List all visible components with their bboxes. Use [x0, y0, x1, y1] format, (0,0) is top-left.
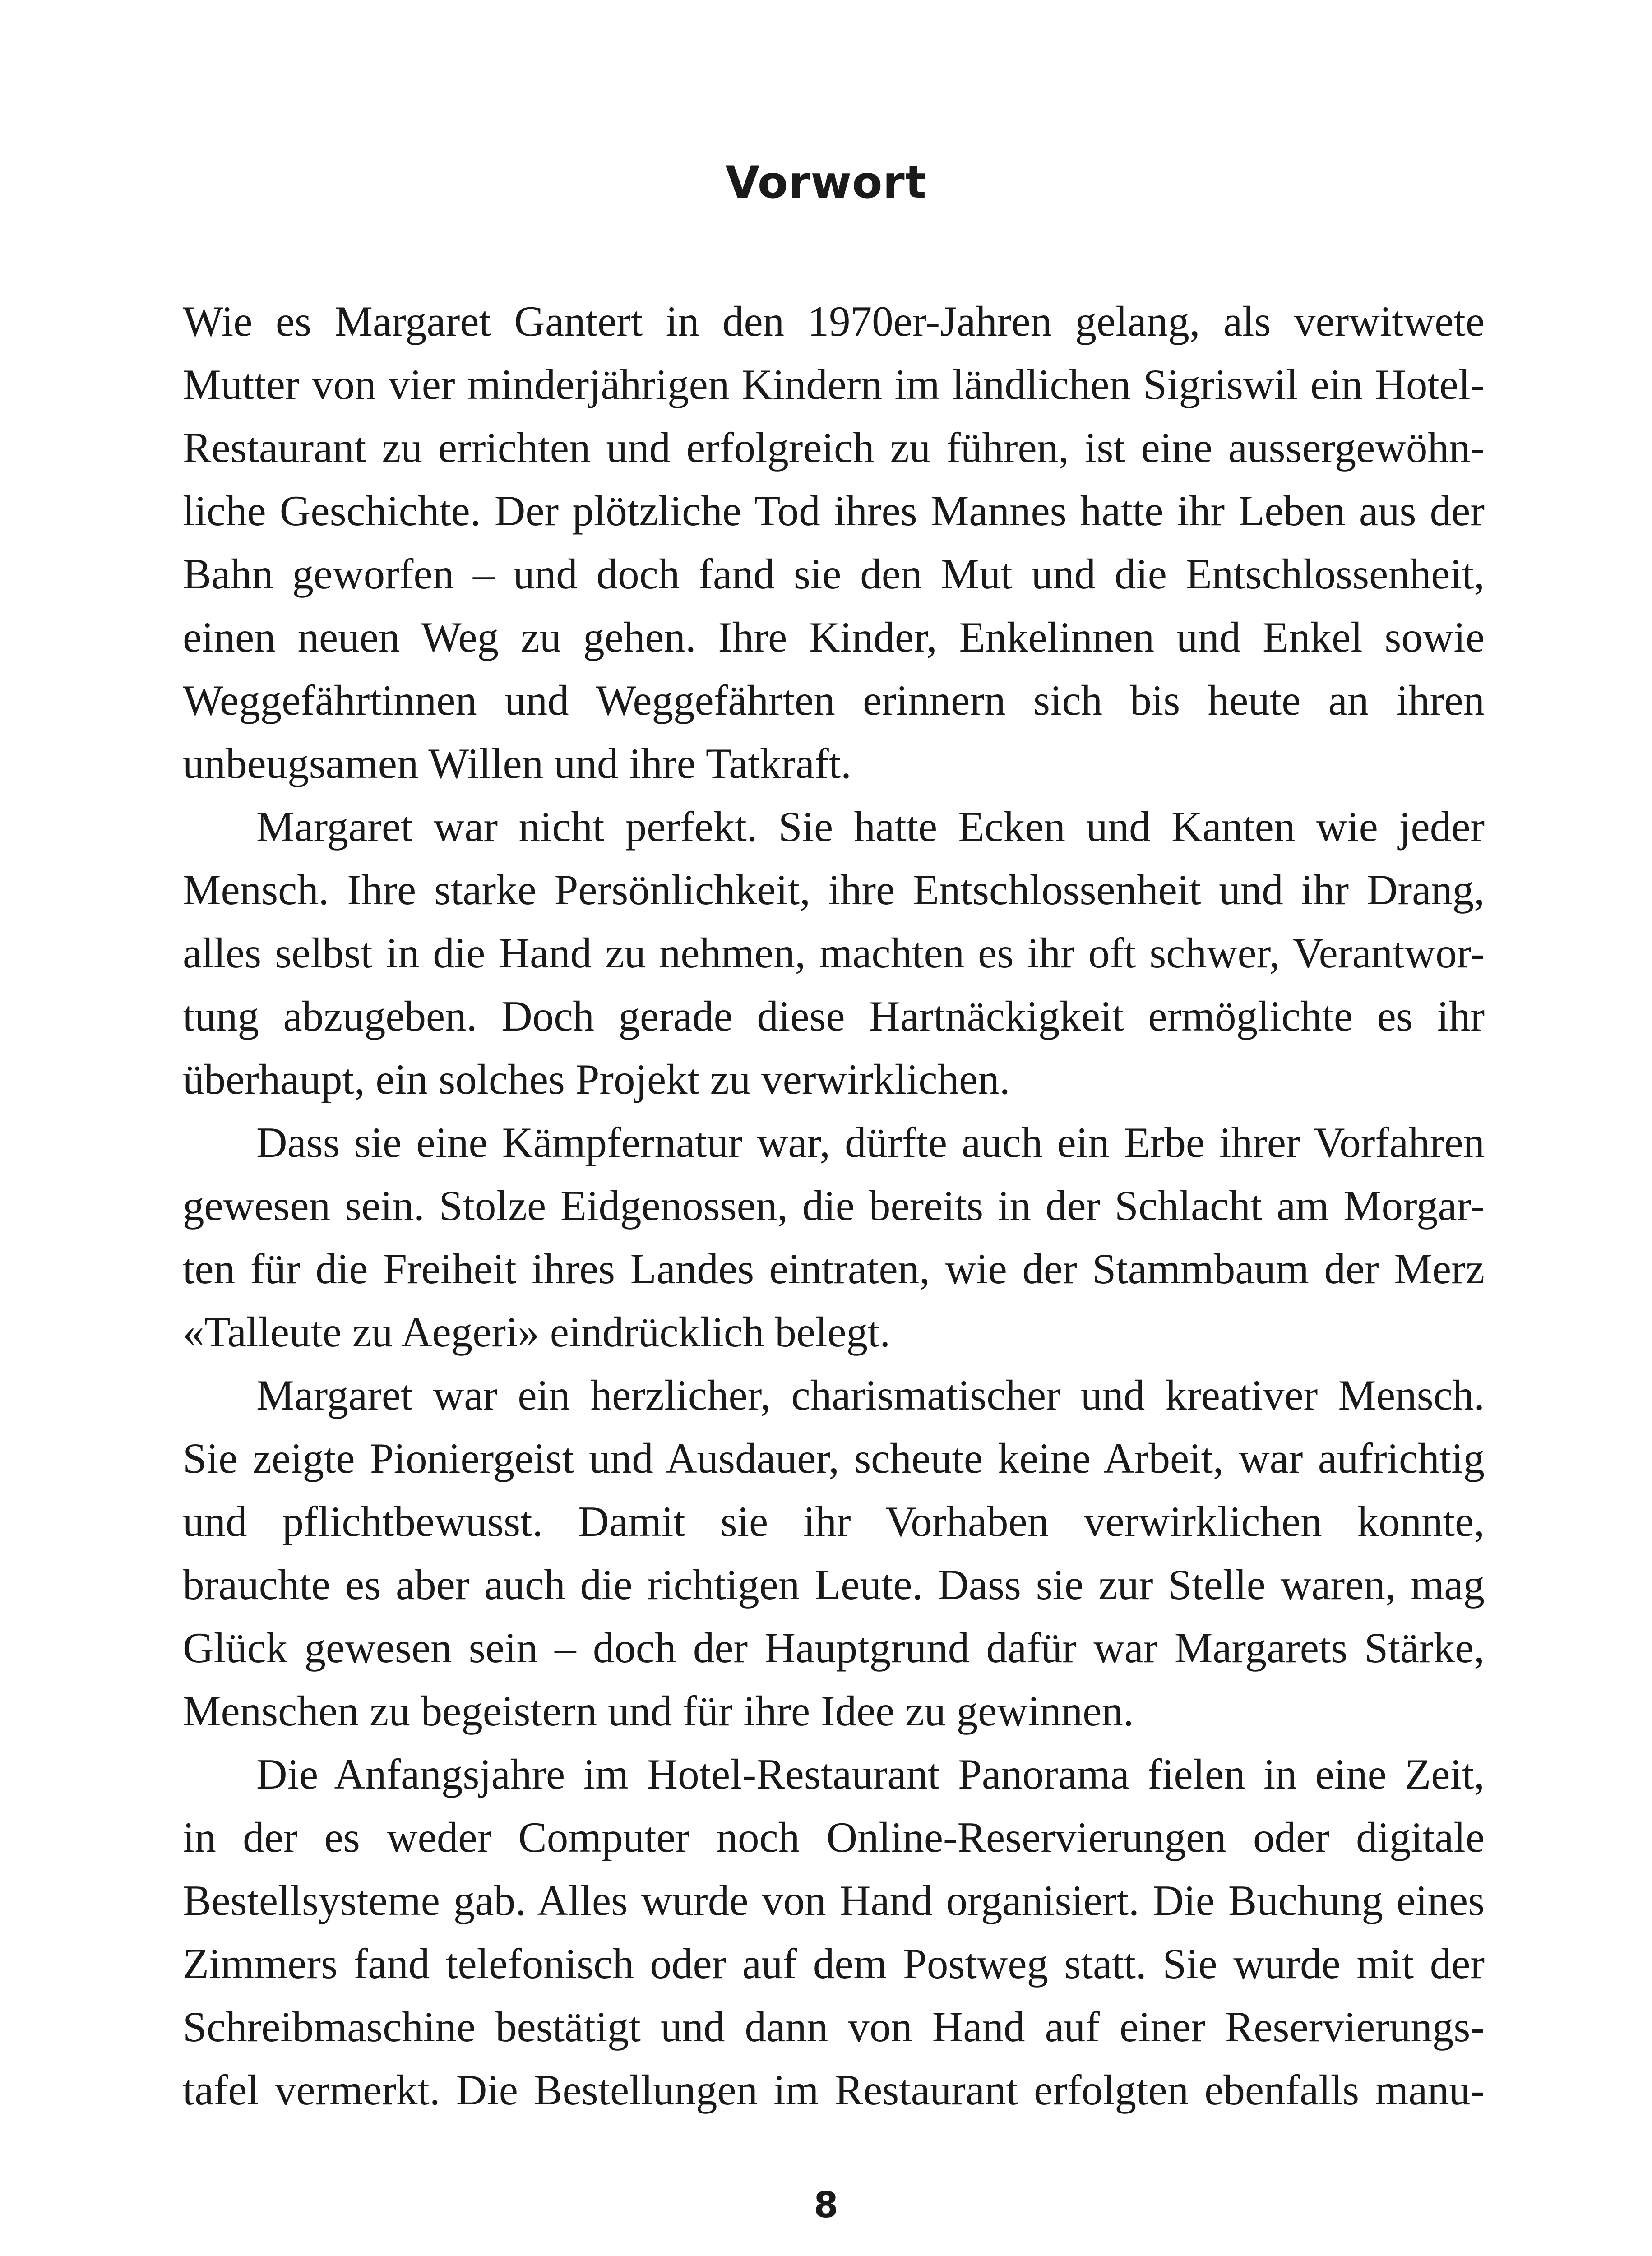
text-line: einen neuen Weg zu gehen. Ihre Kinder, Enkelinnen und Enkel sowie: [183, 613, 1485, 661]
text-line: tung abzugeben. Doch gerade diese Hartnäckigkeit ermöglichte es ihr: [183, 992, 1485, 1040]
text-line: brauchte es aber auch die richtigen Leute. Dass sie zur Stelle waren, mag: [183, 1561, 1485, 1609]
text-line: Glück gewesen sein – doch der Hauptgrund dafür war Margarets Stärke,: [183, 1624, 1485, 1672]
text-line: Menschen zu begeistern und für ihre Idee zu gewinnen.: [183, 1687, 1134, 1735]
text-line: Mutter von vier minderjährigen Kindern im ländlichen Sigriswil ein Hotel-: [183, 361, 1485, 408]
text-line: alles selbst in die Hand zu nehmen, machten es ihr oft schwer, Verantwor-: [183, 929, 1485, 977]
text-line: Dass sie eine Kämpfernatur war, dürfte auch ein Erbe ihrer Vorfahren: [256, 1119, 1485, 1166]
chapter-title: Vorwort: [725, 157, 927, 208]
text-line: Bestellsysteme gab. Alles wurde von Hand organisiert. Die Buchung eines: [183, 1877, 1485, 1924]
paragraph: [183, 290, 1485, 795]
text-line: «Talleute zu Aegeri» eindrücklich belegt.: [183, 1308, 891, 1356]
text-line: tafel vermerkt. Die Bestellungen im Restaurant erfolgten ebenfalls manu-: [183, 2066, 1485, 2114]
text-line: Margaret war nicht perfekt. Sie hatte Ecken und Kanten wie jeder: [256, 803, 1485, 851]
text-line: Margaret war ein herzlicher, charismatischer und kreativer Mensch.: [256, 1371, 1485, 1419]
text-line: überhaupt, ein solches Projekt zu verwirklichen.: [183, 1055, 1010, 1103]
text-line: in der es weder Computer noch Online-Reservierungen oder digitale: [183, 1813, 1485, 1861]
text-line: ten für die Freiheit ihres Landes eintraten, wie der Stammbaum der Merz: [183, 1245, 1485, 1293]
page-number: 8: [814, 2185, 838, 2226]
text-line: Zimmers fand telefonisch oder auf dem Postweg statt. Sie wurde mit der: [183, 1940, 1485, 1988]
text-line: Sie zeigte Pioniergeist und Ausdauer, scheute keine Arbeit, war aufrichtig: [183, 1434, 1485, 1482]
text-line: liche Geschichte. Der plötzliche Tod ihres Mannes hatte ihr Leben aus der: [183, 487, 1485, 535]
text-line: Wie es Margaret Gantert in den 1970er-Jahren gelang, als verwitwete: [183, 297, 1485, 345]
text-line: unbeugsamen Willen und ihre Tatkraft.: [183, 740, 851, 787]
paragraph: [183, 1743, 1485, 2122]
paragraph: [183, 1364, 1485, 1743]
body-text: [183, 290, 1485, 2122]
text-line: und pflichtbewusst. Damit sie ihr Vorhaben verwirklichen konnte,: [183, 1498, 1485, 1545]
text-line: Restaurant zu errichten und erfolgreich zu führen, ist eine aussergewöhn-: [183, 424, 1485, 472]
text-line: gewesen sein. Stolze Eidgenossen, die bereits in der Schlacht am Morgar-: [183, 1182, 1485, 1230]
text-line: Mensch. Ihre starke Persönlichkeit, ihre Entschlossenheit und ihr Drang,: [183, 866, 1485, 914]
paragraph: [183, 1111, 1485, 1364]
text-line: Die Anfangsjahre im Hotel-Restaurant Panorama fielen in eine Zeit,: [256, 1750, 1485, 1798]
text-line: Schreibmaschine bestätigt und dann von Hand auf einer Reservierungs-: [183, 2003, 1485, 2051]
text-line: Weggefährtinnen und Weggefährten erinnern sich bis heute an ihren: [183, 676, 1485, 724]
text-line: Bahn geworfen – und doch fand sie den Mut und die Entschlossenheit,: [183, 550, 1485, 598]
paragraph: [183, 795, 1485, 1111]
